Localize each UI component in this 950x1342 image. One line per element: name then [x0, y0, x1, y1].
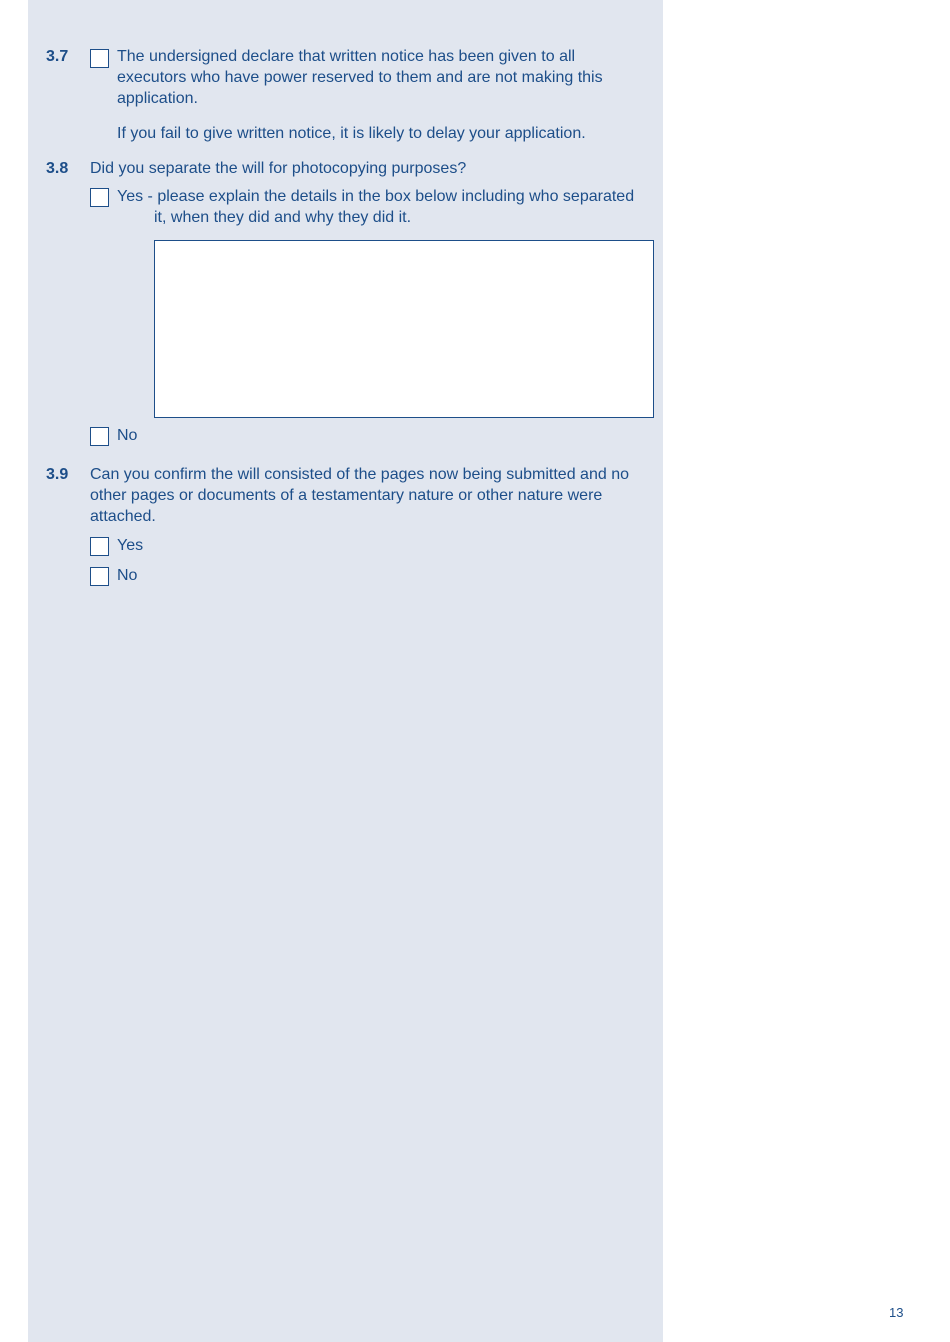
declaration-text: The undersigned declare that written notice has been given to all executors who have power reserved to them and are not making this application. [117, 48, 603, 107]
confirm-no-checkbox[interactable] [90, 567, 109, 586]
confirm-yes-label: Yes [117, 537, 144, 554]
confirm-no-label: No [117, 567, 138, 584]
declaration-checkbox[interactable] [90, 49, 109, 68]
question-text: Did you separate the will for photocopying purposes? [90, 160, 467, 177]
page-number: 13 [889, 1305, 904, 1320]
separation-details-textbox[interactable] [154, 240, 654, 418]
separated-yes-label-cont: it, when they did and why they did it. [154, 209, 412, 226]
question-number: 3.7 [46, 48, 69, 65]
separated-no-label: No [117, 427, 138, 444]
separated-no-checkbox[interactable] [90, 427, 109, 446]
separated-yes-label: Yes - please explain the details in the box below including who separated [117, 188, 635, 205]
separated-yes-checkbox[interactable] [90, 188, 109, 207]
confirm-yes-checkbox[interactable] [90, 537, 109, 556]
question-number: 3.9 [46, 466, 69, 483]
question-number: 3.8 [46, 160, 69, 177]
question-text: Can you confirm the will consisted of the pages now being submitted and no other pages or documents of a testamentary nature or other nature were attached. [90, 466, 629, 525]
declaration-note: If you fail to give written notice, it is likely to delay your application. [117, 125, 586, 142]
